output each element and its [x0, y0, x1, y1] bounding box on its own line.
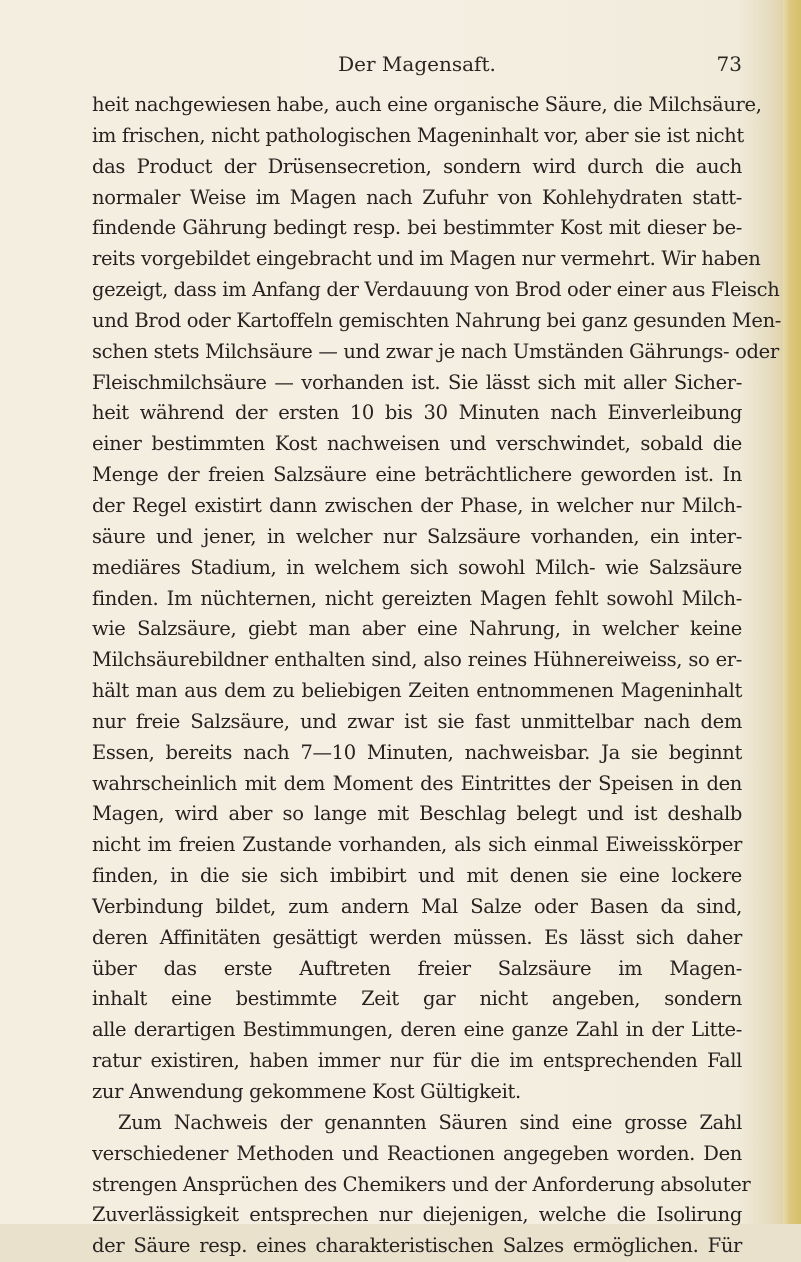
text-line: reits vorgebildet eingebracht und im Magen nur vermehrt. Wir haben [92, 247, 761, 271]
text-line: strengen Ansprüchen des Chemikers und der Anforderung absoluter [92, 1172, 751, 1196]
body-text [92, 90, 782, 1262]
text-line: wie Salzsäure, giebt man aber eine Nahrung, in welcher keine [92, 617, 742, 641]
text-line: Fleischmilchsäure — vorhanden ist. Sie lässt sich mit aller Sicher- [92, 370, 742, 394]
text-line: verschiedener Methoden und Reactionen angegeben worden. Den [92, 1141, 742, 1165]
text-line: Verbindung bildet, zum andern Mal Salze oder Basen da sind, [92, 894, 742, 918]
text-line: Zum Nachweis der genannten Säuren sind eine grosse Zahl [118, 1110, 742, 1134]
text-line: inhalt eine bestimmte Zeit gar nicht angeben, sondern [92, 987, 742, 1011]
text-line: und Brod oder Kartoffeln gemischten Nahrung bei ganz gesunden Men- [92, 308, 782, 332]
text-line: der Regel existirt dann zwischen der Phase, in welcher nur Milch- [92, 493, 742, 517]
text-line: mediäres Stadium, in welchem sich sowohl Milch- wie Salzsäure [92, 555, 742, 579]
running-title: Der Magensaft. [338, 52, 496, 76]
text-line: hält man aus dem zu beliebigen Zeiten entnommenen Mageninhalt [92, 679, 742, 703]
text-line: finden. Im nüchternen, nicht gereizten Magen fehlt sowohl Milch- [92, 586, 742, 610]
text-line: deren Affinitäten gesättigt werden müssen. Es lässt sich daher [92, 925, 742, 949]
page-header [92, 52, 742, 82]
text-line: über das erste Auftreten freier Salzsäure im Magen- [92, 956, 742, 980]
text-line: schen stets Milchsäure — und zwar je nach Umständen Gährungs- oder [92, 339, 779, 363]
text-line: das Product der Drüsensecretion, sondern wird durch die auch [92, 154, 742, 178]
text-line: Milchsäurebildner enthalten sind, also reines Hühnereiweiss, so er- [92, 648, 742, 672]
text-line: zur Anwendung gekommene Kost Gültigkeit. [92, 1080, 521, 1103]
text-line: im frischen, nicht pathologischen Mageninhalt vor, aber sie ist nicht [92, 123, 744, 147]
text-line: säure und jener, in welcher nur Salzsäure vorhanden, ein inter- [92, 524, 742, 548]
text-line: ratur existiren, haben immer nur für die im entsprechenden Fall [92, 1049, 742, 1073]
text-line: nicht im freien Zustande vorhanden, als sich einmal Eiweisskörper [92, 833, 742, 857]
text-line: findende Gährung bedingt resp. bei bestimmter Kost mit dieser be- [92, 216, 742, 240]
text-line: heit während der ersten 10 bis 30 Minuten nach Einverleibung [92, 401, 742, 425]
text-line: alle derartigen Bestimmungen, deren eine ganze Zahl in der Litte- [92, 1018, 742, 1042]
text-line: heit nachgewiesen habe, auch eine organische Säure, die Milchsäure, [92, 93, 762, 116]
text-line: Menge der freien Salzsäure eine beträchtlichere geworden ist. In [92, 463, 742, 487]
page-number: 73 [716, 52, 742, 76]
text-line: finden, in die sie sich imbibirt und mit denen sie eine lockere [92, 864, 742, 888]
text-line: gezeigt, dass im Anfang der Verdauung von Brod oder einer aus Fleisch [92, 278, 780, 302]
text-line: nur freie Salzsäure, und zwar ist sie fast unmittelbar nach dem [92, 709, 742, 733]
text-line: der Säure resp. eines charakteristischen Salzes ermöglichen. Für [92, 1234, 742, 1258]
text-line: einer bestimmten Kost nachweisen und verschwindet, sobald die [92, 432, 742, 456]
text-line: Zuverlässigkeit entsprechen nur diejenigen, welche die Isolirung [92, 1203, 742, 1227]
text-line: Magen, wird aber so lange mit Beschlag belegt und ist deshalb [92, 802, 742, 826]
text-line: normaler Weise im Magen nach Zufuhr von Kohlehydraten statt- [92, 185, 742, 209]
text-line: wahrscheinlich mit dem Moment des Eintrittes der Speisen in den [92, 771, 742, 795]
text-line: Essen, bereits nach 7—10 Minuten, nachweisbar. Ja sie beginnt [92, 740, 742, 764]
page-edge-shadow [783, 0, 801, 1224]
